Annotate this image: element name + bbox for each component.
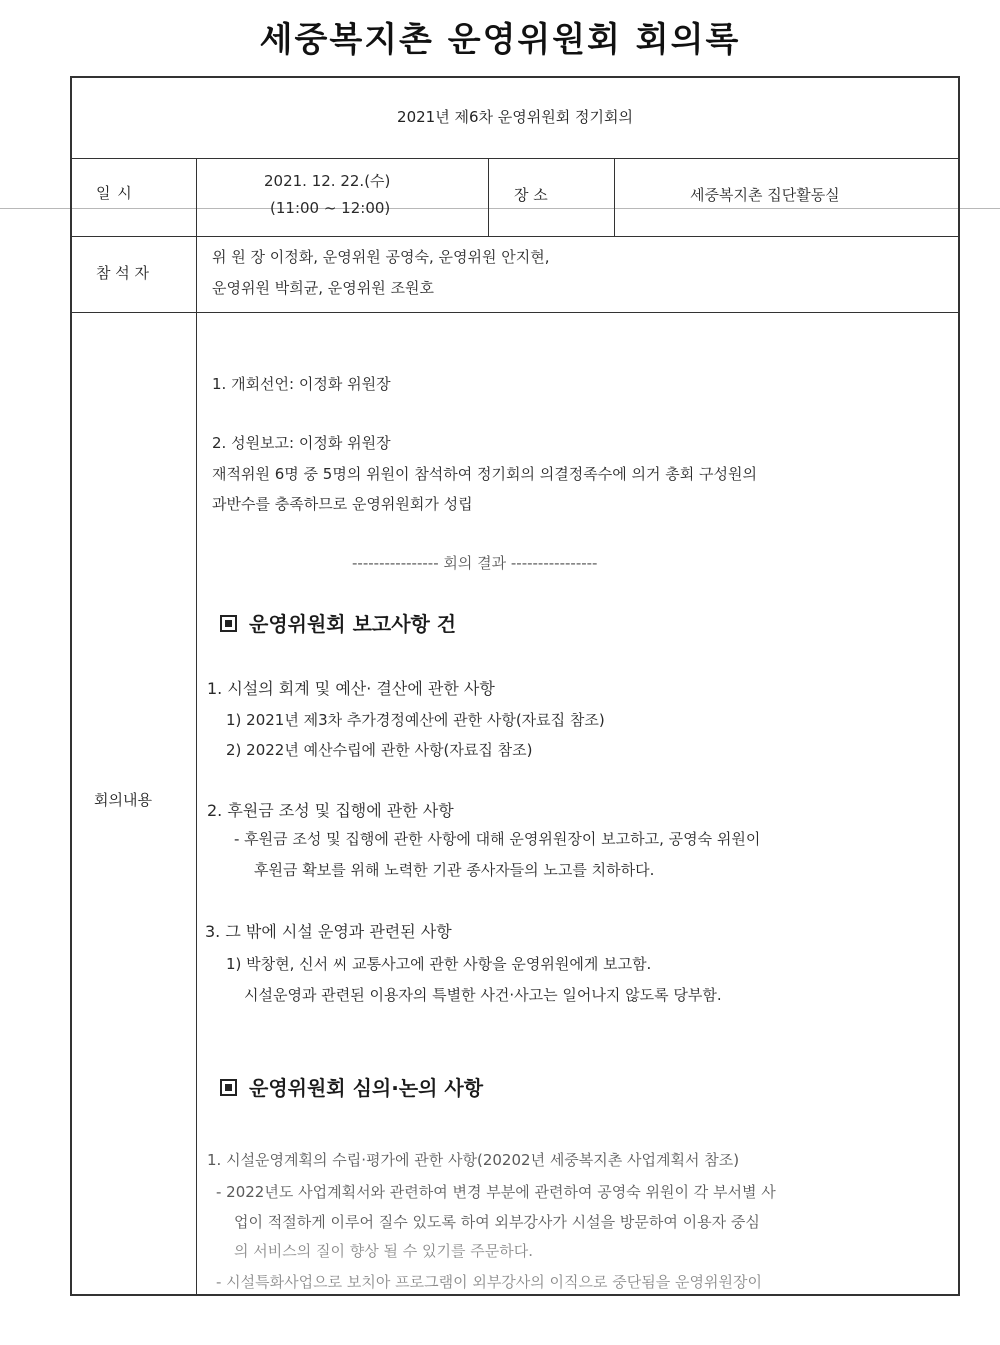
filled-square-icon — [220, 1079, 237, 1096]
report-item-3-line-2: 시설운영과 관련된 이용자의 특별한 사건·사고는 일어나지 않도록 당부함. — [244, 986, 722, 1004]
report-item-1: 1. 시설의 회계 및 예산· 결산에 관한 사항 — [207, 679, 495, 698]
date-label: 일 시 — [96, 184, 133, 202]
row-divider — [72, 236, 958, 237]
attendees-line-1: 위 원 장 이정화, 운영위원 공영숙, 운영위원 안지현, — [212, 248, 550, 266]
date-value: 2021. 12. 22.(수) — [264, 172, 391, 190]
report-section-title: 운영위원회 보고사항 건 — [249, 612, 457, 636]
result-divider: ---------------- 회의 결과 ---------------- — [352, 554, 598, 572]
report-section-heading — [220, 608, 456, 637]
deliberation-section-heading — [220, 1072, 483, 1101]
report-item-1-sub-1: 1) 2021년 제3차 추가경정예산에 관한 사항(자료집 참조) — [226, 711, 605, 729]
quorum-text-line-1: 재적위원 6명 중 5명의 위원이 참석하여 정기회의 의결정족수에 의거 총회 구성원의 — [212, 465, 757, 483]
date-place-divider — [488, 158, 489, 236]
attendees-label: 참 석 자 — [96, 264, 150, 282]
report-item-3-line-1: 1) 박창현, 신서 씨 교통사고에 관한 사항을 운영위원에게 보고함. — [226, 955, 652, 973]
report-item-2: 2. 후원금 조성 및 집행에 관한 사항 — [207, 801, 454, 820]
row-divider — [72, 158, 958, 159]
document-title: 세중복지촌 운영위원회 회의록 — [259, 20, 741, 60]
place-label-divider — [614, 158, 615, 236]
place-label: 장 소 — [514, 186, 548, 204]
label-column-divider — [196, 158, 197, 1294]
report-item-3: 3. 그 밖에 시설 운영과 관련된 사항 — [205, 922, 452, 941]
meeting-name: 2021년 제6차 운영위원회 정기회의 — [397, 108, 633, 126]
filled-square-icon — [220, 615, 237, 632]
place-value: 세중복지촌 집단활동실 — [690, 186, 840, 204]
deliberation-item-1-line-4: - 시설특화사업으로 보치아 프로그램이 외부강사의 이직으로 중단됨을 운영위원장이 — [216, 1273, 762, 1291]
report-item-2-line-1: - 후원금 조성 및 집행에 관한 사항에 대해 운영위원장이 보고하고, 공영숙 위원이 — [234, 830, 761, 848]
attendees-line-2: 운영위원 박희균, 운영위원 조원호 — [212, 279, 434, 297]
deliberation-item-1: 1. 시설운영계획의 수립·평가에 관한 사항(20202년 세중복지촌 사업계획서 참조) — [207, 1151, 740, 1169]
report-item-2-line-2: 후원금 확보를 위해 노력한 기관 종사자들의 노고를 치하하다. — [254, 861, 655, 879]
deliberation-item-1-line-1: - 2022년도 사업계획서와 관련하여 변경 부분에 관련하여 공영숙 위원이 각 부서별 사 — [216, 1183, 776, 1201]
opening-item: 1. 개회선언: 이정화 위원장 — [212, 375, 391, 393]
content-label: 회의내용 — [94, 791, 152, 809]
deliberation-item-1-line-3: 의 서비스의 질이 향상 될 수 있기를 주문하다. — [234, 1242, 533, 1260]
quorum-text-line-2: 과반수를 충족하므로 운영위원회가 성립 — [212, 495, 473, 513]
report-item-1-sub-2: 2) 2022년 예산수립에 관한 사항(자료집 참조) — [226, 741, 533, 759]
quorum-item: 2. 성원보고: 이정화 위원장 — [212, 434, 391, 452]
time-value: (11:00 ~ 12:00) — [270, 199, 391, 217]
deliberation-item-1-line-2: 업이 적절하게 이루어 질수 있도록 하여 외부강사가 시설을 방문하여 이용자 중심 — [234, 1213, 760, 1231]
row-divider — [72, 312, 958, 313]
deliberation-section-title: 운영위원회 심의·논의 사항 — [249, 1076, 484, 1100]
